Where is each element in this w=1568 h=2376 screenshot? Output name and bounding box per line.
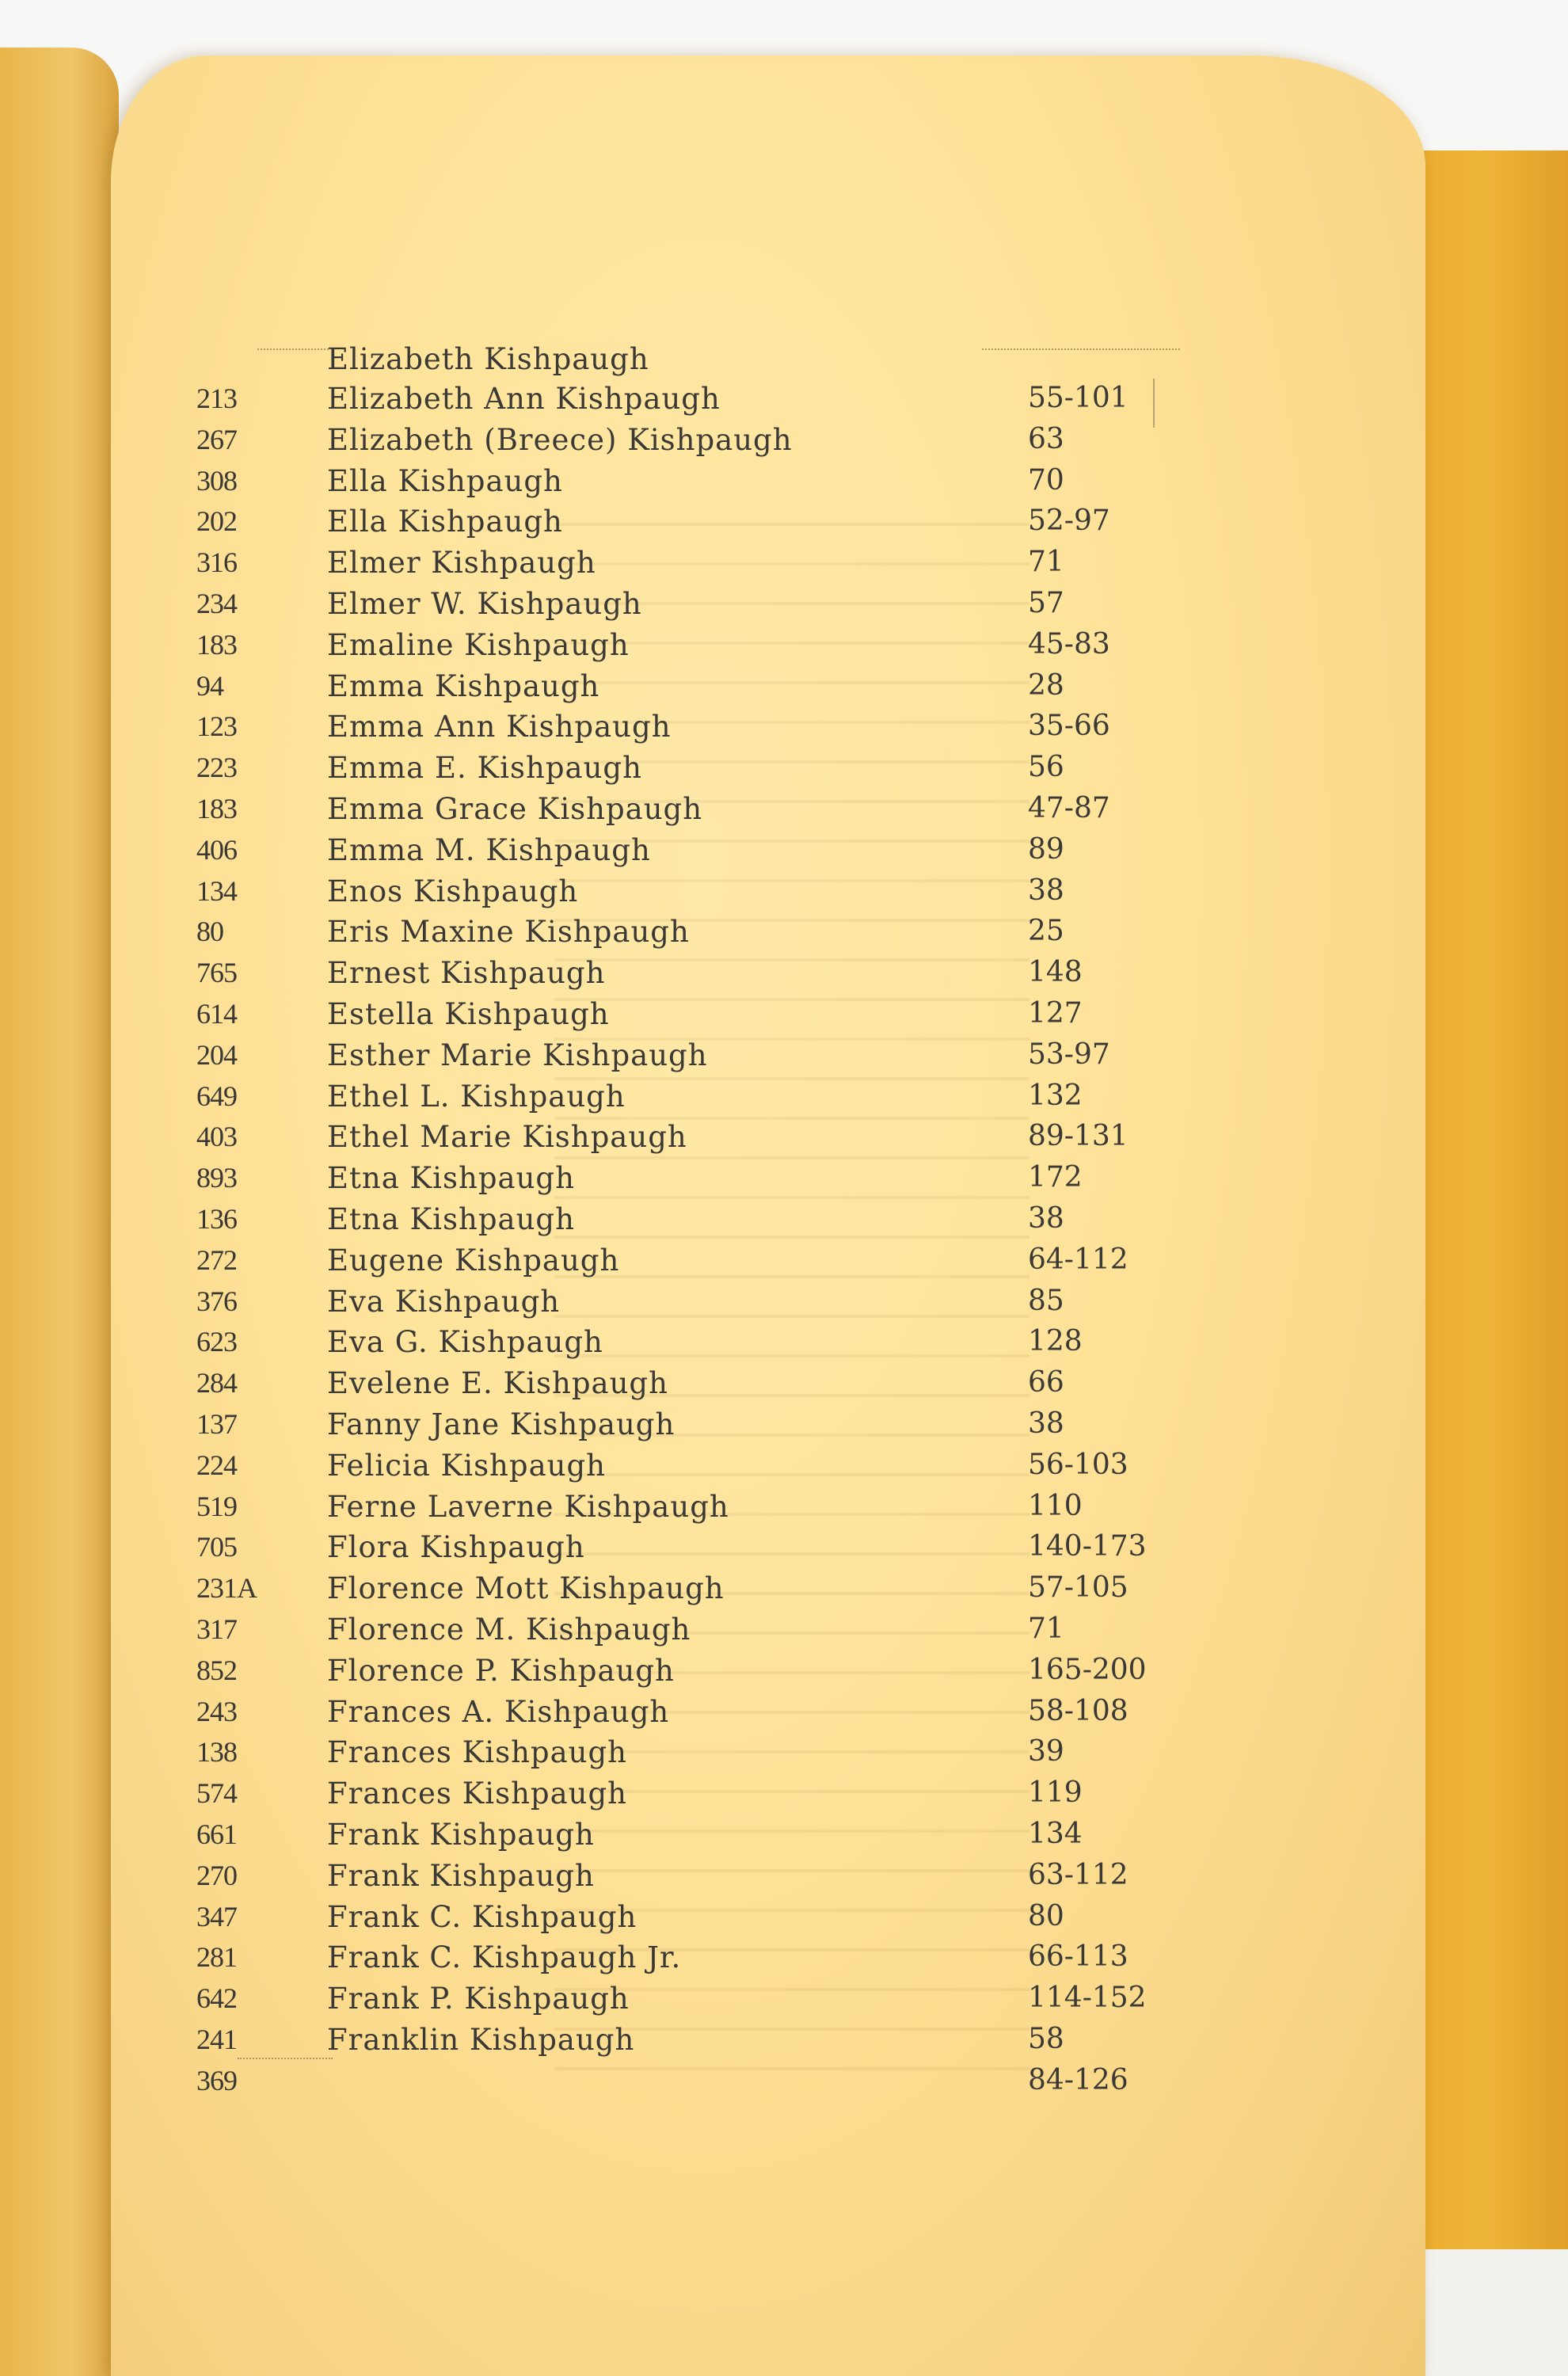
index-entry (0, 1571, 1568, 1613)
index-entry (0, 1120, 1568, 1161)
entry-name: Frank C. Kishpaugh Jr. (327, 1940, 682, 1975)
index-entry (0, 464, 1568, 505)
entry-name: Etna Kishpaugh (327, 1202, 575, 1236)
entry-name: Frank P. Kishpaugh (327, 1982, 630, 2016)
entry-name: Frances A. Kishpaugh (327, 1694, 670, 1729)
entry-name: Frank C. Kishpaugh (327, 1899, 637, 1934)
entry-number: 705 (196, 1531, 237, 1563)
entry-number: 317 (196, 1613, 237, 1645)
entry-pages: 165-200 (1028, 1653, 1147, 1686)
entry-pages: 56-103 (1028, 1448, 1128, 1481)
entry-pages: 66-113 (1028, 1940, 1128, 1974)
index-entry (0, 1325, 1568, 1366)
entry-number: 308 (196, 464, 237, 497)
entry-name: Eva Kishpaugh (327, 1284, 561, 1319)
entry-pages: 134 (1028, 1818, 1083, 1850)
entry-pages: 63-112 (1028, 1858, 1128, 1891)
entry-number: 519 (196, 1490, 237, 1522)
index-entry (0, 1776, 1568, 1818)
entry-pages: 127 (1028, 997, 1083, 1030)
entry-name: Emma Kishpaugh (327, 668, 600, 703)
index-entry (0, 915, 1568, 956)
index-entry (0, 1735, 1568, 1776)
entry-name: Felicia Kishpaugh (327, 1448, 606, 1483)
entry-name: Estella Kishpaugh (327, 997, 610, 1031)
entry-pages: 89 (1028, 832, 1064, 866)
entry-pages: 140-173 (1028, 1530, 1147, 1563)
entry-number: 123 (196, 710, 237, 743)
index-entry (0, 1695, 1568, 1736)
entry-name: Fanny Jane Kishpaugh (327, 1407, 676, 1441)
index-entry (0, 1859, 1568, 1900)
entry-number: 213 (196, 383, 237, 414)
entry-pages: 85 (1028, 1284, 1064, 1317)
index-entry (0, 1202, 1568, 1243)
entry-name: Elizabeth Kishpaugh (327, 342, 649, 376)
entry-pages: 110 (1028, 1489, 1083, 1522)
entry-pages: 89-131 (1028, 1120, 1128, 1153)
entry-name: Eva G. Kishpaugh (327, 1325, 603, 1360)
entry-number: 281 (196, 1941, 237, 1974)
entry-number: 223 (196, 752, 237, 784)
entry-pages: 58 (1028, 2023, 1064, 2055)
index-entry (0, 1613, 1568, 1654)
index-entry (0, 1940, 1568, 1982)
entry-name: Frances Kishpaugh (327, 1735, 627, 1770)
index-entry (0, 792, 1568, 833)
entry-pages: 52-97 (1028, 505, 1110, 538)
index-entry (0, 833, 1568, 874)
entry-name: Ella Kishpaugh (327, 505, 563, 539)
entry-number: 376 (196, 1285, 237, 1317)
entry-number: 284 (196, 1367, 237, 1399)
entry-name: Elmer W. Kishpaugh (327, 587, 642, 621)
entry-number: 137 (196, 1408, 237, 1440)
entry-number: 267 (196, 423, 237, 455)
entry-number: 369 (196, 2064, 237, 2096)
entry-pages: 71 (1028, 1613, 1064, 1645)
entry-name: Elmer Kishpaugh (327, 546, 596, 581)
entry-name: Florence M. Kishpaugh (327, 1613, 691, 1647)
index-entry (0, 628, 1568, 669)
entry-number: 183 (196, 628, 237, 661)
entry-number: 80 (196, 916, 223, 948)
index-entry (0, 1530, 1568, 1571)
entry-number: 765 (196, 957, 237, 989)
index-entry (0, 1366, 1568, 1407)
entry-number: 614 (196, 998, 237, 1030)
entry-pages: 56 (1028, 751, 1064, 784)
index-entry (0, 1490, 1568, 1531)
entry-pages: 38 (1028, 874, 1064, 907)
index-entry (0, 423, 1568, 464)
entry-pages: 58-108 (1028, 1694, 1128, 1727)
entry-pages: 28 (1028, 668, 1064, 702)
entry-name: Emaline Kishpaugh (327, 627, 630, 662)
index-entry (0, 1079, 1568, 1121)
entry-pages: 84-126 (1028, 2063, 1128, 2096)
entry-pages: 132 (1028, 1079, 1083, 1112)
entry-pages: 53-97 (1028, 1038, 1110, 1071)
entry-number: 272 (196, 1243, 237, 1276)
entry-name: Eugene Kishpaugh (327, 1243, 620, 1277)
entry-name: Elizabeth Ann Kishpaugh (327, 382, 721, 416)
index-entry (0, 1161, 1568, 1202)
entry-number: 231A (196, 1572, 257, 1605)
index-entry (0, 1900, 1568, 1941)
entry-pages: 57-105 (1028, 1571, 1128, 1605)
entry-number: 94 (196, 669, 223, 702)
entry-number: 183 (196, 793, 237, 824)
entry-pages: 38 (1028, 1202, 1064, 1235)
index-entry (0, 1285, 1568, 1326)
index-header-entry (0, 342, 1568, 383)
entry-pages: 45-83 (1028, 627, 1110, 661)
index-entry (0, 1654, 1568, 1695)
entry-number: 623 (196, 1326, 237, 1358)
entry-pages: 25 (1028, 915, 1064, 948)
entry-name: Emma Ann Kishpaugh (327, 710, 672, 744)
entry-number: 138 (196, 1736, 237, 1769)
entry-pages: 148 (1028, 956, 1083, 989)
entry-name: Emma M. Kishpaugh (327, 832, 651, 867)
index-entry (0, 1449, 1568, 1490)
entry-name: Etna Kishpaugh (327, 1161, 575, 1196)
entry-number: 224 (196, 1449, 237, 1481)
index-entry (0, 1243, 1568, 1285)
entry-number: 661 (196, 1818, 237, 1850)
entry-pages: 66 (1028, 1366, 1064, 1399)
entry-name: Eris Maxine Kishpaugh (327, 915, 690, 950)
entry-pages: 70 (1028, 463, 1064, 497)
entry-name: Flora Kishpaugh (327, 1530, 585, 1565)
entry-name: Florence Mott Kishpaugh (327, 1571, 725, 1606)
index-entry (0, 1407, 1568, 1449)
entry-number: 649 (196, 1079, 237, 1112)
entry-number: 347 (196, 1900, 237, 1932)
entry-name: Ethel Marie Kishpaugh (327, 1120, 687, 1155)
entry-pages: 57 (1028, 587, 1064, 619)
entry-pages: 119 (1028, 1776, 1083, 1810)
index-entry (0, 382, 1568, 423)
entry-name: Franklin Kishpaugh (327, 2023, 635, 2057)
index-entry (0, 751, 1568, 792)
entry-pages: 114-152 (1028, 1982, 1147, 2015)
entry-name: Frank Kishpaugh (327, 1818, 595, 1852)
entry-name: Ernest Kishpaugh (327, 956, 606, 991)
entry-pages: 39 (1028, 1735, 1064, 1769)
entry-pages: 47-87 (1028, 792, 1110, 824)
entry-name: Ella Kishpaugh (327, 463, 563, 498)
index-entry (0, 587, 1568, 628)
entry-number: 243 (196, 1695, 237, 1727)
entry-number: 406 (196, 833, 237, 866)
entry-pages: 55-101 (1028, 382, 1128, 414)
entry-name: Florence P. Kishpaugh (327, 1653, 675, 1688)
index-entry (0, 505, 1568, 546)
index-entry (0, 2023, 1568, 2064)
entry-name: Emma Grace Kishpaugh (327, 792, 703, 826)
index-entry (0, 997, 1568, 1038)
entry-number: 270 (196, 1859, 237, 1891)
entry-name: Enos Kishpaugh (327, 874, 579, 908)
entry-number: 234 (196, 588, 237, 619)
index-entry (0, 1818, 1568, 1859)
entry-pages: 80 (1028, 1899, 1064, 1932)
entry-pages: 38 (1028, 1407, 1064, 1440)
index-entry (0, 1982, 1568, 2023)
entry-number: 893 (196, 1162, 237, 1194)
entry-name: Ethel L. Kishpaugh (327, 1079, 626, 1114)
entry-pages: 71 (1028, 546, 1064, 579)
entry-number: 204 (196, 1038, 237, 1071)
entry-pages: 64-112 (1028, 1243, 1128, 1276)
entry-pages: 128 (1028, 1325, 1083, 1358)
index-entry (0, 956, 1568, 997)
entry-name: Frances Kishpaugh (327, 1776, 627, 1811)
entry-pages: 172 (1028, 1161, 1083, 1194)
entry-number: 136 (196, 1203, 237, 1235)
entry-number: 241 (196, 2024, 237, 2055)
entry-name: Elizabeth (Breece) Kishpaugh (327, 422, 793, 457)
entry-number: 642 (196, 1982, 237, 2015)
entry-name: Esther Marie Kishpaugh (327, 1038, 708, 1072)
index-entry (0, 2064, 1568, 2105)
index-entry (0, 546, 1568, 587)
entry-number: 852 (196, 1654, 237, 1686)
index-entry (0, 1038, 1568, 1079)
entry-name: Frank Kishpaugh (327, 1858, 595, 1893)
entry-pages: 35-66 (1028, 710, 1110, 743)
entry-number: 574 (196, 1777, 237, 1810)
entry-number: 202 (196, 505, 237, 538)
entry-name: Emma E. Kishpaugh (327, 751, 642, 786)
entry-number: 403 (196, 1121, 237, 1153)
entry-name: Evelene E. Kishpaugh (327, 1366, 668, 1401)
index-entry (0, 710, 1568, 751)
entry-name: Ferne Laverne Kishpaugh (327, 1489, 729, 1524)
entry-number: 134 (196, 874, 237, 907)
entry-pages: 63 (1028, 422, 1064, 455)
entry-number: 316 (196, 546, 237, 579)
index-entry (0, 874, 1568, 916)
index-entry (0, 669, 1568, 710)
